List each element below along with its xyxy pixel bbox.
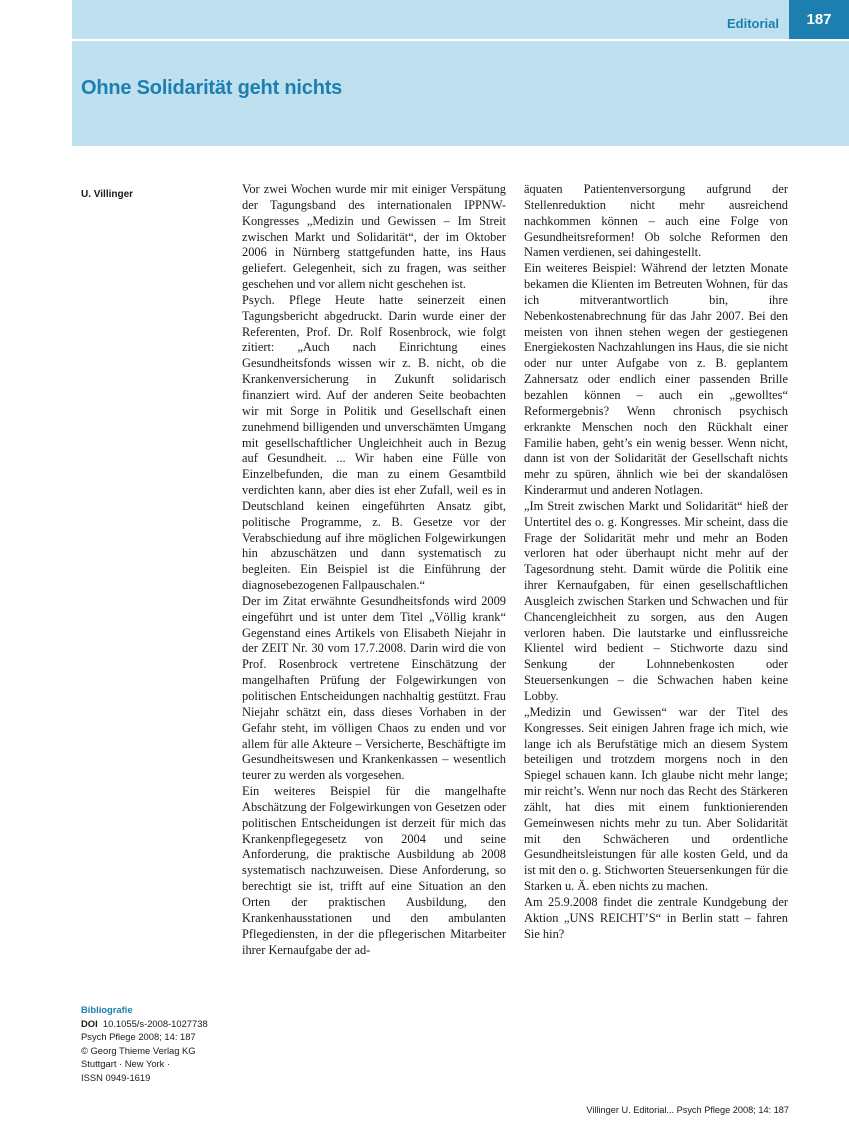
- article-title: Ohne Solidarität geht nichts: [81, 77, 343, 99]
- author-name: U. Villinger: [81, 189, 134, 200]
- doi-line: [81, 1017, 208, 1031]
- body-column-right: [524, 182, 788, 943]
- body-column-left: [242, 182, 506, 958]
- journal-line: Psych Pflege 2008; 14: 187: [81, 1031, 196, 1043]
- paragraph: Vor zwei Wochen wurde mir mit einiger Verspätung der Tagungsband des internationalen IPPNW-Kongresses „Medizin und Gewissen – Im Streit zwischen Markt und Solidarität“, der im Oktober 2006 in Nürnberg stattgefunden hatte, ins Haus geliefert. Gelegenheit, sich zu fragen, was seither geschehen und vor allem nicht geschehen ist.: [242, 182, 506, 292]
- location-line: Stuttgart · New York ·: [81, 1058, 171, 1070]
- footer-citation: Villinger U. Editorial... Psych Pflege 2008; 14: 187: [586, 1105, 789, 1115]
- section-label: Editorial: [726, 16, 779, 31]
- paragraph: „Medizin und Gewissen“ war der Titel des Kongresses. Seit einigen Jahren frage ich mich, wie lange ich als Berufstätige mich an diesem System beteiligen und trotzdem morgens noch in den Spiegel schauen kann. Ich glaube nicht mehr lange; mir reicht’s. Wenn nur noch das Recht des Stärkeren zählt, hat dies mit einem funktionierenden Gemeinwesen nichts mehr zu tun. Aber Solidarität mit den Schwächeren und ordentliche Gesundheitsleistungen für alle kosten Geld, und da ist mit den o. g. Stichworten Steuersenkungen für die Starken u. Ä. eben nichts zu machen.: [524, 704, 788, 894]
- paragraph: Der im Zitat erwähnte Gesundheitsfonds wird 2009 eingeführt und ist unter dem Titel „Völlig krank“ Gegenstand eines Artikels von Elisabeth Niejahr in der ZEIT Nr. 30 vom 17.7.2008. Darin wird die von Prof. Rosenbrock vertretene Einschätzung der mangelhaften Prüfung der Folgewirkungen von politischen Entscheidungen nachhaltig gestützt. Frau Niejahr schätzt ein, dass dieses Vorhaben in der Gefahr steht, im völligen Chaos zu enden und vor allem für alle Akteure – Versicherte, Beschäftigte im Gesundheitswesen und Krankenkassen – wesentlich teurer zu werden als vorgesehen.: [242, 593, 506, 783]
- bibliography-heading: Bibliografie: [81, 1004, 133, 1015]
- paragraph: „Im Streit zwischen Markt und Solidarität“ hieß der Untertitel des o. g. Kongresses. Mir scheint, dass die Frage der Solidarität mehr und mehr an Boden verloren hat oder überhaupt nicht mehr auf der Tagesordnung steht. Damit würde die Politik eine ihrer Kernaufgaben, für einen gesellschaftlichen Ausgleich zwischen Starken und Schwachen und für Chancengleichheit zu sorgen, aus den Augen verloren haben. Die lautstarke und einflussreiche Klientel wird bedient – Stichworte dazu sind Senkung der Lohnnebenkosten oder Steuersenkungen – die Schwachen haben keine Lobby.: [524, 498, 788, 703]
- page-number: 187: [789, 0, 849, 39]
- paragraph: äquaten Patientenversorgung aufgrund der Stellenreduktion nicht mehr ausreichend nachkommen können – auch eine Folge von Gesundheitsreformen! Ob solche Reformen den Namen verdienen, sei dahingestellt.: [524, 182, 788, 260]
- copyright-line: © Georg Thieme Verlag KG: [81, 1044, 196, 1056]
- paragraph: Ein weiteres Beispiel für die mangelhafte Abschätzung der Folgewirkungen von Gesetzen oder politischen Entscheidungen ist derzeit für mich das Krankenpflegegesetz von 2004 und seine Anforderung, die praktische Ausbildung ab 2008 systematisch nachzuweisen. Diese Anforderung, so berechtigt sie ist, trifft auf eine Situation an den Orten der praktischen Ausbildung, den Krankenhausstationen und den ambulanten Pflegediensten, in der die pflegerischen Mitarbeiter ihrer Kernaufgabe der ad-: [242, 784, 506, 957]
- issn-line: ISSN 0949-1619: [81, 1071, 151, 1083]
- paragraph: Psych. Pflege Heute hatte seinerzeit einen Tagungsbericht abgedruckt. Darin wurde einer der Referenten, Prof. Dr. Rolf Rosenbrock, wie folgt zitiert: „Auch nach Einrichtung eines Gesundheitsfonds wissen wir z. B. nicht, ob die Krankenversicherung in Zukunft solidarisch finanziert wird. Auf der anderen Seite beobachten wir mit Sorge in Politik und Gesellschaft einen zunehmend billigenden und unverschämten Umgang mit gesellschaftlicher Ungleichheit auch in Bezug auf Gesundheit. ... Wir haben eine Fülle von Einzelbefunden, die man zu einem Gesamtbild verdichten kann, aber dies ist eher Zufall, weil es in Deutschland keinen eingeführten Ansatz gibt, politische Programme, z. B. Gesetze vor der Verabschiedung auf ihre möglichen Folgewirkungen hin abzuschätzen und dann systematisch zu begleiten. Ein Beispiel ist die Einführung der diagnosebezogenen Fallpauschalen.“: [242, 292, 506, 593]
- doi-value[interactable]: 10.1055/s-2008-1027738: [102, 1017, 208, 1029]
- bibliography-block: [81, 1003, 208, 1085]
- doi-label: DOI: [81, 1017, 98, 1029]
- paragraph: Am 25.9.2008 findet die zentrale Kundgebung der Aktion „UNS REICHT’S“ in Berlin statt – fahren Sie hin?: [524, 894, 788, 941]
- paragraph: Ein weiteres Beispiel: Während der letzten Monate bekamen die Klienten im Betreuten Wohnen, für das ich mitverantwortlich bin, ihre Nebenkostenabrechnung für das Jahr 2007. Bei den meisten von ihnen stehen wegen der gestiegenen Energiekosten Nachzahlungen ins Haus, die sie nicht oder nur unter Aufgabe von z. B. geplantem Zahnersatz oder endlich einer passenden Brille bezahlen können – auch ein „gewolltes“ Reformergebnis? Wenn chronisch psychisch erkrankte Menschen noch den Rückhalt einer Familie haben, geht’s ein wenig besser. Wenn nicht, dann ist von der Solidarität der Gesellschaft nichts mehr zu spüren, ähnlich wie bei der skandalösen Kinderarmut und anderen Notlagen.: [524, 261, 788, 498]
